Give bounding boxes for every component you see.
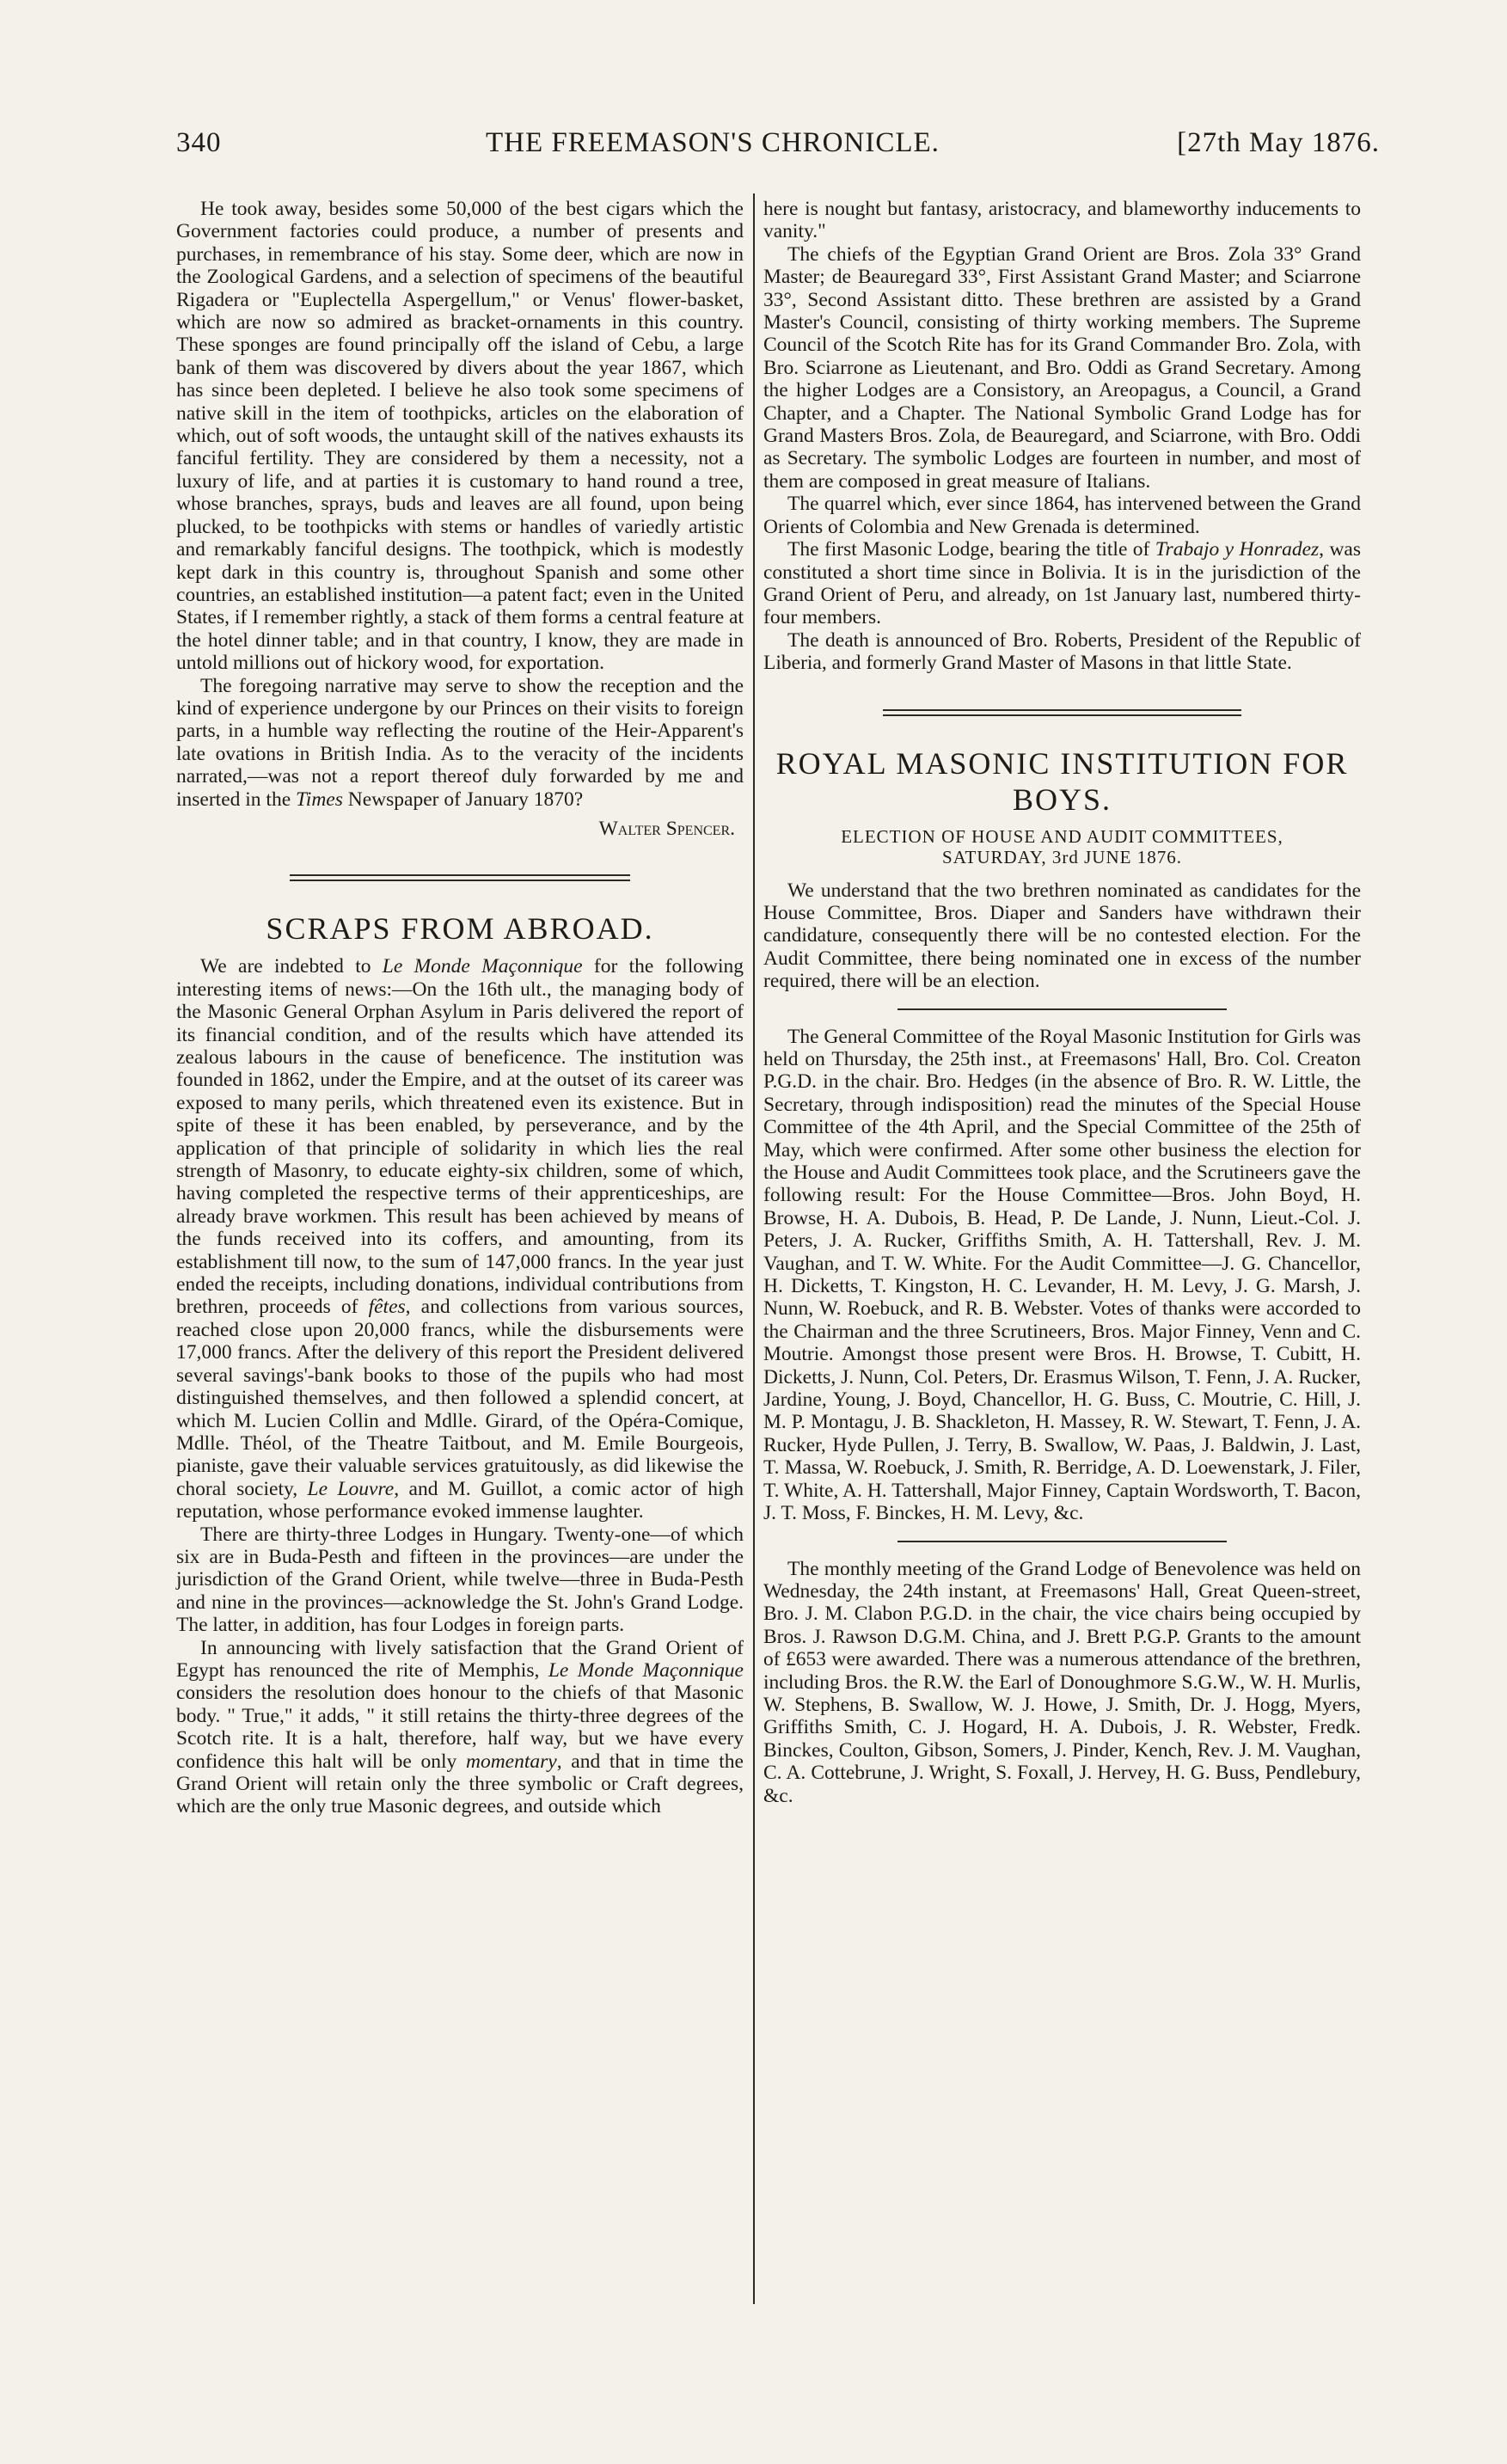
page-number: 340: [176, 127, 222, 158]
section-divider: [883, 709, 1241, 716]
paragraph: The first Masonic Lodge, bearing the title of Trabajo y Honradez, was constituted a short time since in Bolivia. It is in the jurisdiction of the Grand Orient of Peru, and already, on 1st January last, numbered thirty-four members.: [763, 538, 1361, 629]
paragraph: The chiefs of the Egyptian Grand Orient are Bros. Zola 33° Grand Master; de Beauregard 33°, First Assistant Grand Master; and Sciarrone 33°, Second Assistant ditto. These brethren are assisted by a Grand Master's Council, consisting of thirty working members. The Supreme Council of the Scotch Rite has for its Grand Commander Bro. Zola, with Bro. Sciarrone as Lieutenant, and Bro. Oddi as Grand Secretary. Among the higher Lodges are a Consistory, an Areopagus, a Council, a Grand Chapter, and a Chapter. The National Symbolic Grand Lodge has for Grand Masters Bros. Zola, de Beauregard, and Sciarrone, with Bro. Oddi as Secretary. The symbolic Lodges are fourteen in number, and most of them are composed in great measure of Italians.: [763, 242, 1361, 493]
divider: [897, 1541, 1226, 1542]
column-divider: [753, 193, 755, 2304]
paragraph: He took away, besides some 50,000 of the best cigars which the Government factories could produce, a number of presents and purchases, in remembrance of his stay. Some deer, which are now in the Zoological Gardens, and a selection of specimens of the beautiful Rigadera or "Euplectella Aspergellum," or Venus' flower-basket, which are now so admired as bracket-ornaments in this country. These sponges are found principally off the island of Cebu, a large bank of them was discovered by divers about the year 1867, which has since been depleted. I believe he also took some specimens of native skill in the item of toothpicks, articles on the elaboration of which, out of soft woods, the untaught skill of the natives exhausts its fanciful fertility. They are considered by them a necessity, not a luxury of life, and at parties it is customary to hand round a tree, whose branches, sprays, buds and leaves are all found, upon being plucked, to be toothpicks with stems or handles of variedly artistic and remarkably fanciful designs. The toothpick, which is modestly kept dark in this country is, throughout Spanish and some other countries, an established institution—a patent fact; even in the United States, if I remember rightly, a stack of them forms a central feature at the hotel dinner table; and in that country, I know, they are made in untold millions out of hickory wood, for exportation.: [176, 198, 744, 675]
newspaper-title: THE FREEMASON'S CHRONICLE.: [486, 127, 940, 158]
paragraph: The death is announced of Bro. Roberts, President of the Republic of Liberia, and formerly Grand Master of Masons in that little State.: [763, 628, 1361, 675]
section-title: ROYAL MASONIC INSTITUTION FOR BOYS.: [775, 745, 1349, 817]
paragraph: The foregoing narrative may serve to show the reception and the kind of experience undergone by our Princes on their visits to foreign parts, in a humble way reflecting the routine of the Heir-Apparent's late ovations in British India. As to the veracity of the incidents narrated,—was not a report thereof duly forwarded by me and inserted in the Times Newspaper of January 1870?: [176, 674, 744, 811]
issue-date: [27th May 1876.: [1177, 127, 1380, 158]
page-header: [176, 127, 1380, 162]
section-subtitle: ELECTION OF HOUSE AND AUDIT COMMITTEES, SATURDAY, 3rd JUNE 1876.: [841, 825, 1283, 867]
author-signature: Walter Spencer.: [598, 817, 735, 840]
paragraph: We are indebted to Le Monde Maçonnique for the following interesting items of news:—On the 16th ult., the managing body of the Masonic General Orphan Asylum in Paris delivered the report of its financial condition, and of the results which have attended its zealous labours in the cause of beneficence. The institution was founded in 1862, under the Empire, and at the outset of its career was exposed to many perils, which threatened even its existence. But in spite of these it has been enabled, by perseverance, and by the application of that principle of solidarity in which lies the real strength of Masonry, to educate eighty-six children, some of which, having completed the respective terms of their apprenticeships, are already brave workmen. This result has been achieved by means of the funds received into its coffers, and amounting, from its establishment till now, to the sum of 147,000 francs. In the year just ended the receipts, including donations, individual contributions from brethren, proceeds of fêtes, and collections from various sources, reached close upon 20,000 francs, while the disbursements were 17,000 francs. After the delivery of this report the President delivered several savings'-bank books to those of the pupils who had most distinguished themselves, and then followed a splendid concert, at which M. Lucien Collin and Mdlle. Girard, of the Opéra-Comique, Mdlle. Théol, of the Theatre Taitbout, and M. Emile Bourgeois, pianiste, gave their valuable services gratuitously, as did likewise the choral society, Le Louvre, and M. Guillot, a comic actor of high reputation, whose performance evoked immense laughter.: [176, 955, 744, 1523]
left-column: [176, 198, 744, 1818]
right-column: [763, 198, 1361, 1807]
paragraph: There are thirty-three Lodges in Hungary. Twenty-one—of which six are in Buda-Pesth and fifteen in the provinces—are under the jurisdiction of the Grand Orient, while twelve—three in Buda-Pesth and nine in the provinces—acknowledge the St. John's Grand Lodge. The latter, in addition, has four Lodges in foreign parts.: [176, 1523, 744, 1637]
divider: [897, 1008, 1226, 1010]
section-title: SCRAPS FROM ABROAD.: [266, 911, 654, 947]
paragraph: The General Committee of the Royal Masonic Institution for Girls was held on Thursday, the 25th inst., at Freemasons' Hall, Bro. Col. Creaton P.G.D. in the chair. Bro. Hedges (in the absence of Bro. R. W. Little, the Secretary, through indisposition) read the minutes of the Special House Committee of the 4th April, and the Special Committee of the 25th of May, which were confirmed. After some other business the election for the House and Audit Committees took place, and the Scrutineers gave the following result: For the House Committee—Bros. John Boyd, H. Browse, H. A. Dubois, B. Head, P. De Lande, J. Nunn, Lieut.-Col. J. Peters, J. A. Rucker, Griffiths Smith, A. H. Tattershall, Rev. J. M. Vaughan, and T. W. White. For the Audit Committee—J. G. Chancellor, H. Dicketts, T. Kingston, H. C. Levander, H. M. Levy, J. G. Marsh, J. Nunn, W. Roebuck, and R. B. Webster. Votes of thanks were accorded to the Chairman and the three Scrutineers, Bros. Major Finney, Venn and C. Moutrie. Amongst those present were Bros. H. Browse, T. Cubitt, H. Dicketts, J. Nunn, Col. Peters, Dr. Erasmus Wilson, T. Fenn, J. A. Rucker, Jardine, Young, J. Boyd, Chancellor, H. G. Buss, C. Moutrie, C. Hill, J. M. P. Montagu, J. B. Shackleton, H. Massey, R. W. Stewart, T. Fenn, J. A. Rucker, Hyde Pullen, J. Terry, B. Swallow, W. Paas, J. Baldwin, J. Last, T. Massa, W. Roebuck, J. Smith, R. Berridge, A. D. Loewenstark, J. Filer, T. White, A. H. Tattershall, Major Finney, Captain Wordsworth, T. Bacon, J. T. Moss, F. Binckes, H. M. Levy, &c.: [763, 1025, 1361, 1525]
paragraph: In announcing with lively satisfaction that the Grand Orient of Egypt has renounced the rite of Memphis, Le Monde Maçonnique considers the resolution does honour to the chiefs of that Masonic body. " True," it adds, " it still retains the thirty-three degrees of the Scotch rite. It is a halt, therefore, half way, but we have every confidence this halt will be only momentary, and that in time the Grand Orient will retain only the three symbolic or Craft degrees, which are the only true Masonic degrees, and outside which: [176, 1636, 744, 1818]
paragraph: The quarrel which, ever since 1864, has intervened between the Grand Orients of Colombia and New Grenada is determined.: [763, 493, 1361, 538]
paragraph: We understand that the two brethren nominated as candidates for the House Committee, Bros. Diaper and Sanders have withdrawn their candidature, consequently there will be no contested election. For the Audit Committee, there being nominated one in excess of the number required, there will be an election.: [763, 879, 1361, 993]
section-divider: [290, 874, 630, 881]
paragraph: The monthly meeting of the Grand Lodge of Benevolence was held on Wednesday, the 24th instant, at Freemasons' Hall, Great Queen-street, Bro. J. M. Clabon P.G.D. in the chair, the vice chairs being occupied by Bros. J. Rawson D.G.M. China, and J. Brett P.G.P. Grants to the amount of £653 were awarded. There was a numerous attendance of the brethren, including Bros. the R.W. the Earl of Donoughmore S.G.W., W. H. Murlis, W. Stephens, B. Swallow, W. J. Howe, J. Smith, Dr. J. Hogg, Myers, Griffiths Smith, C. J. Hogard, H. A. Dubois, J. R. Webster, Fredk. Binckes, Coulton, Gibson, Somers, J. Pinder, Kench, Rev. J. M. Vaughan, C. A. Cottebrune, J. Wright, S. Foxall, J. Hervey, H. G. Buss, Pendlebury, &c.: [763, 1557, 1361, 1807]
paragraph: here is nought but fantasy, aristocracy, and blameworthy inducements to vanity.": [763, 198, 1361, 243]
